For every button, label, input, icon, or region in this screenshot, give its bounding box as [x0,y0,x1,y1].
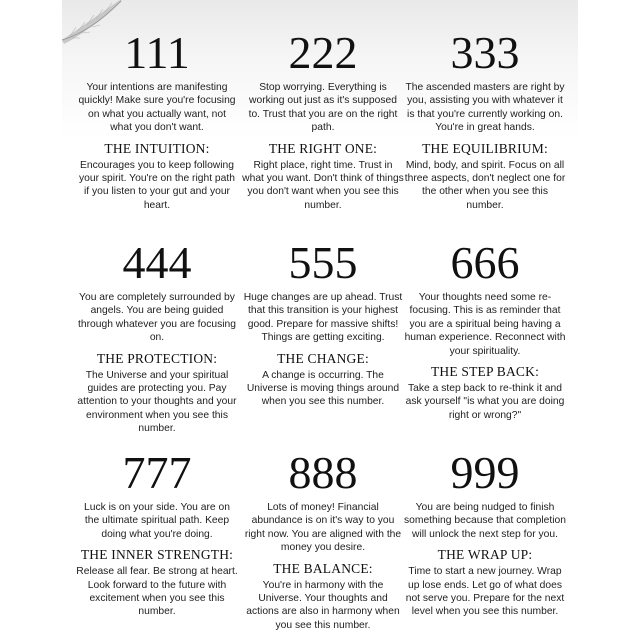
meaning-title: THE CHANGE: [277,350,369,366]
angel-number-card [242,237,404,409]
angel-number-card [404,447,566,619]
number-description: The ascended masters are right by you, assisting you with whatever it is that you're currently working on. You're in great hands. [405,82,565,134]
angel-number: 444 [122,237,192,288]
angel-number: 222 [288,27,358,78]
number-description: Lots of money! Financial abundance is on it's way to you right now. You are aligned with the money you desire. [244,502,402,554]
meaning-text: Mind, body, and spirit. Focus on all three aspects, don't neglect one for the other when you see this number. [404,159,566,211]
angel-number-card [404,237,566,422]
angel-number: 777 [122,447,192,498]
meaning-text: Time to start a new journey. Wrap up lose ends. Let go of what does not serve you. Prepare for the next level when you see this number. [405,566,565,618]
number-description: Stop worrying. Everything is working out just as it's supposed to. Trust that you are on the right path. [248,82,398,134]
number-description: Your intentions are manifesting quickly! Make sure you're focusing on what you actually want, not what you don't want. [78,82,236,134]
meaning-text: Encourages you to keep following your spirit. You're on the right path if you listen to your gut and your heart. [79,159,235,211]
meaning-text: Take a step back to re-think it and ask yourself "is what you are doing right or wrong?" [405,383,565,421]
angel-number: 111 [124,27,190,78]
number-description: Your thoughts need some re-focusing. This is as reminder that you are a spiritual being having a human experience. Reconnect with your spirituality. [404,292,566,357]
angel-number-card [404,27,566,212]
angel-number: 333 [450,27,520,78]
meaning-title: THE PROTECTION: [96,350,218,366]
angel-number-card [76,237,238,436]
angel-number: 999 [450,447,520,498]
meaning-title: THE WRAP UP: [437,547,533,563]
angel-number-card [242,27,404,212]
angel-number-card [76,447,238,619]
meaning-text: Release all fear. Be strong at heart. Look forward to the future with excitement when you see this number. [76,566,238,618]
meaning-text: Right place, right time. Trust in what you want. Don't think of things you don't want when you see this number. [242,159,404,211]
meaning-text: A change is occurring. The Universe is moving things around when you see this number. [246,369,400,408]
number-description: You are being nudged to finish something because that completion will unlock the next step for you. [404,502,566,540]
angel-number-card [76,27,238,212]
meaning-text: The Universe and your spiritual guides are protecting you. Pay attention to your thoughts and your environment when you see this number. [77,369,237,435]
meaning-title: THE RIGHT ONE: [268,140,378,156]
angel-number: 555 [288,237,358,288]
meaning-title: THE STEP BACK: [430,364,540,380]
number-description: Huge changes are up ahead. Trust that this transition is your highest good. Prepare for massive shifts! Things are getting exciting. [243,292,403,344]
meaning-title: THE INNER STRENGTH: [80,547,234,563]
angel-number: 888 [288,447,358,498]
meaning-text: You're in harmony with the Universe. Your thoughts and actions are also in harmony when you see this number. [246,579,400,631]
angel-number: 666 [450,237,520,288]
meaning-title: THE EQUILIBRIUM: [422,140,548,156]
angel-number-card [242,447,404,632]
number-description: Luck is on your side. You are on the ultimate spiritual path. Keep doing what you're doing. [84,502,230,540]
meaning-title: THE BALANCE: [273,560,373,576]
number-description: You are completely surrounded by angels. You are being guided through whatever you are focusing on. [78,292,236,344]
meaning-title: THE INTUITION: [104,140,210,156]
